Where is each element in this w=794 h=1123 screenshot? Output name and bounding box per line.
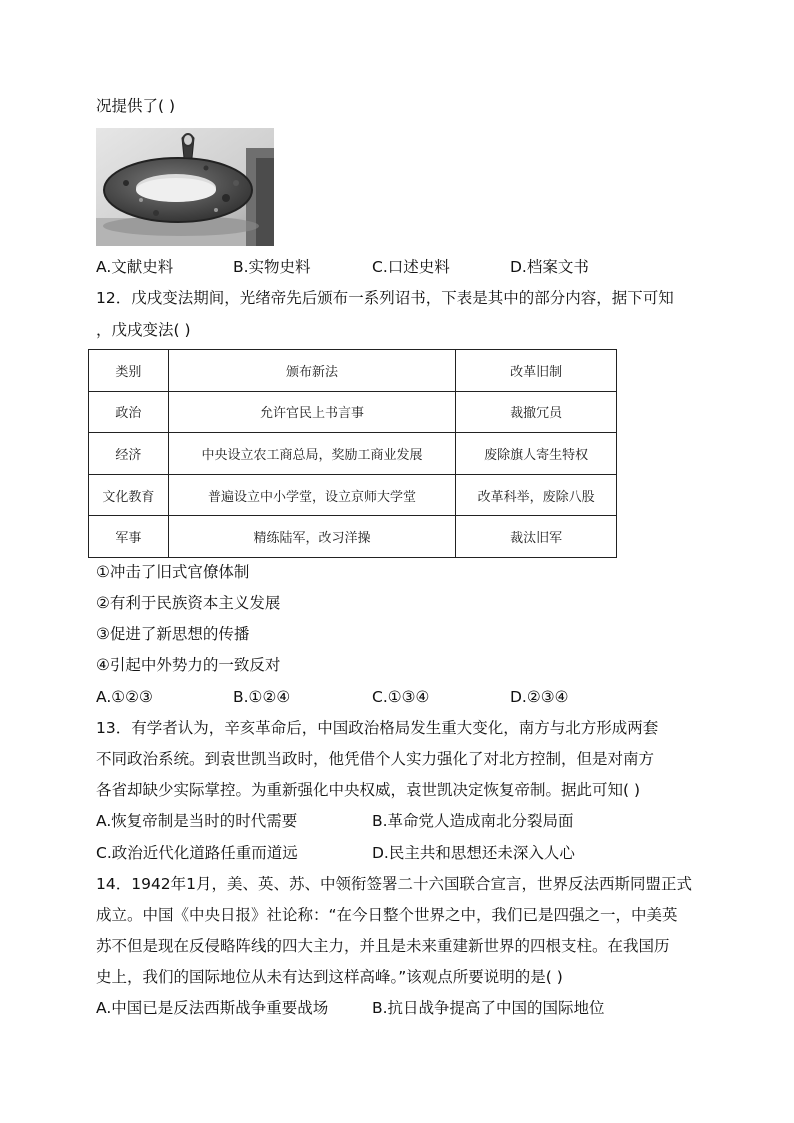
q14-stem-line-3: 苏不但是现在反侵略阵线的四大主力，并且是未来重建新世界的四根支柱。在我国历 bbox=[96, 937, 670, 955]
table-cell: 军事 bbox=[89, 516, 169, 558]
q13-option-d[interactable]: D.民主共和思想还未深入人心 bbox=[372, 844, 575, 862]
table-cell: 普遍设立中小学堂，设立京师大学堂 bbox=[168, 474, 455, 516]
table-cell: 改革科举，废除八股 bbox=[456, 474, 617, 516]
q13-stem-line-1: 13．有学者认为，辛亥革命后，中国政治格局发生重大变化，南方与北方形成两套 bbox=[96, 719, 659, 737]
q12-stem-line-2: ，戊戌变法( ) bbox=[96, 321, 191, 339]
q14-options-row-1 bbox=[96, 998, 716, 1018]
q12-option-d[interactable]: D.②③④ bbox=[510, 688, 569, 706]
table-row bbox=[89, 433, 617, 475]
q12-statement-3: ③促进了新思想的传播 bbox=[96, 625, 250, 643]
q13-options-row-1 bbox=[96, 811, 716, 831]
table-header-cell: 颁布新法 bbox=[168, 350, 455, 392]
table-header-cell: 改革旧制 bbox=[456, 350, 617, 392]
q13-option-c[interactable]: C.政治近代化道路任重而道远 bbox=[96, 844, 298, 862]
table-header-cell: 类别 bbox=[89, 350, 169, 392]
table-cell: 文化教育 bbox=[89, 474, 169, 516]
iron-ring-artifact-image bbox=[96, 128, 274, 246]
table-cell: 裁汰旧军 bbox=[456, 516, 617, 558]
q14-stem-line-1: 14．1942年1月，美、英、苏、中领衔签署二十六国联合宣言，世界反法西斯同盟正式 bbox=[96, 875, 693, 893]
q13-option-b[interactable]: B.革命党人造成南北分裂局面 bbox=[372, 812, 574, 830]
q13-stem-line-2: 不同政治系统。到袁世凯当政时，他凭借个人实力强化了对北方控制，但是对南方 bbox=[96, 750, 655, 768]
q12-statement-2: ②有利于民族资本主义发展 bbox=[96, 594, 281, 612]
table-cell: 经济 bbox=[89, 433, 169, 475]
table-cell: 中央设立农工商总局，奖励工商业发展 bbox=[168, 433, 455, 475]
table-header-row bbox=[89, 350, 617, 392]
q12-option-c[interactable]: C.①③④ bbox=[372, 688, 430, 706]
q12-option-b[interactable]: B.①②④ bbox=[233, 688, 291, 706]
q11-option-d[interactable]: D.档案文书 bbox=[510, 258, 589, 276]
q14-stem-line-2: 成立。中国《中央日报》社论称：“在今日整个世界之中，我们已是四强之一，中美英 bbox=[96, 906, 678, 924]
q14-option-b[interactable]: B.抗日战争提高了中国的国际地位 bbox=[372, 999, 605, 1017]
q12-stem-line-1: 12．戊戌变法期间，光绪帝先后颁布一系列诏书，下表是其中的部分内容，据下可知 bbox=[96, 289, 674, 307]
q12-options bbox=[96, 687, 716, 707]
table-cell: 废除旗人寄生特权 bbox=[456, 433, 617, 475]
q12-option-a[interactable]: A.①②③ bbox=[96, 688, 153, 706]
table-row bbox=[89, 516, 617, 558]
q14-stem-line-4: 史上，我们的国际地位从未有达到这样高峰。”该观点所要说明的是( ) bbox=[96, 968, 563, 986]
edict-table bbox=[88, 349, 617, 558]
q14-option-a[interactable]: A.中国已是反法西斯战争重要战场 bbox=[96, 999, 329, 1017]
q11-options bbox=[96, 257, 716, 277]
q13-stem-line-3: 各省却缺少实际掌控。为重新强化中央权威，袁世凯决定恢复帝制。据此可知( ) bbox=[96, 781, 641, 799]
table-cell: 允许官民上书言事 bbox=[168, 391, 455, 433]
q12-statement-1: ①冲击了旧式官僚体制 bbox=[96, 563, 250, 581]
q11-stem-tail: 况提供了( ) bbox=[96, 97, 176, 115]
table-cell: 政治 bbox=[89, 391, 169, 433]
table-cell: 精练陆军，改习洋操 bbox=[168, 516, 455, 558]
q11-option-a[interactable]: A.文献史料 bbox=[96, 258, 174, 276]
q13-options-row-2 bbox=[96, 843, 716, 863]
table-cell: 裁撤冗员 bbox=[456, 391, 617, 433]
q11-option-c[interactable]: C.口述史料 bbox=[372, 258, 450, 276]
table-row bbox=[89, 474, 617, 516]
table-row bbox=[89, 391, 617, 433]
q12-statement-4: ④引起中外势力的一致反对 bbox=[96, 656, 281, 674]
q13-option-a[interactable]: A.恢复帝制是当时的时代需要 bbox=[96, 812, 298, 830]
q11-option-b[interactable]: B.实物史料 bbox=[233, 258, 311, 276]
artifact-photo bbox=[96, 128, 274, 246]
